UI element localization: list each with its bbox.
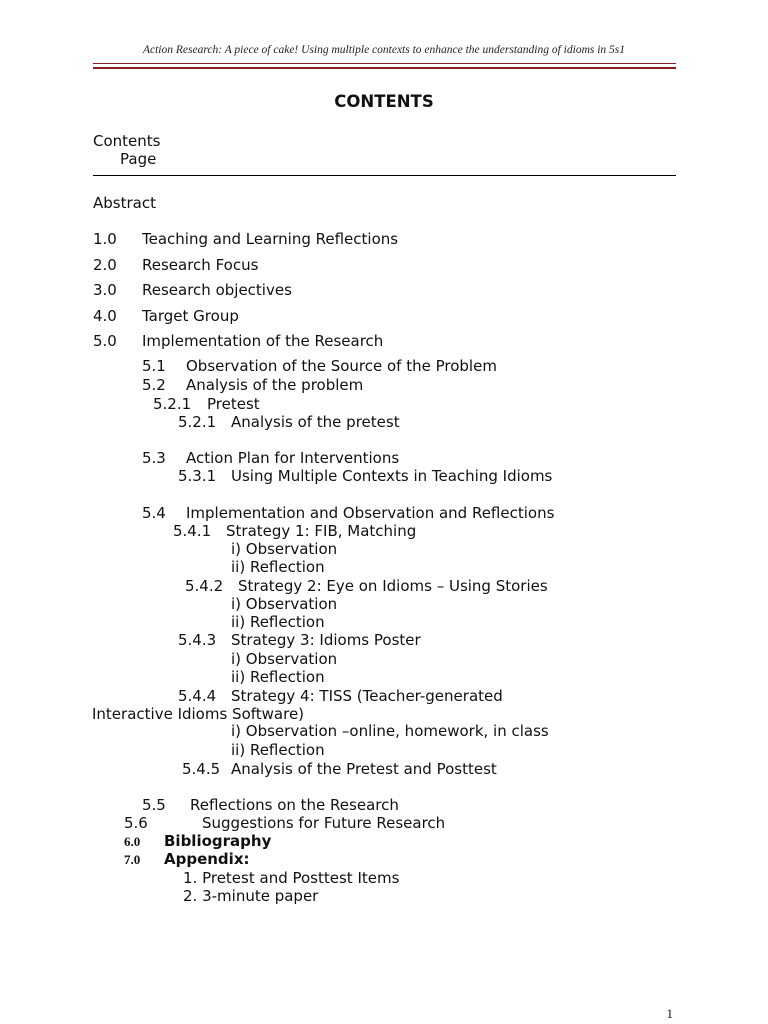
toc-section-4 [93,307,239,325]
toc-section-2 [93,256,258,274]
subsection-number: 5.6 [124,814,148,832]
toc-appendix [124,850,250,868]
toc-item-5-4-1-reflection: ii) Reflection [231,558,325,576]
item-number: 5.4.3 [178,631,217,649]
toc-item-5-4-3 [178,631,421,649]
subsection-label: Suggestions for Future Research [202,814,446,832]
toc-item-5-4-4-observation: i) Observation –online, homework, in class [231,722,549,740]
toc-subsection-5-6 [124,814,445,832]
toc-subsection-5-2 [142,376,363,394]
appendix-item-2: 2. 3-minute paper [183,887,319,905]
section-label: Target Group [142,307,239,325]
page-number: 1 [666,1006,673,1021]
item-label: Analysis of the pretest [231,413,400,431]
toc-item-5-4-3-observation: i) Observation [231,650,338,668]
toc-item-5-4-2 [185,577,548,595]
item-number: 5.4.2 [185,577,224,595]
contents-divider [93,175,676,176]
toc-item-5-4-5 [182,760,497,778]
item-number: 5.4.1 [173,522,212,540]
section-number: 1.0 [93,230,117,248]
item-number: 5.2.1 [153,395,192,413]
toc-section-5 [93,332,383,350]
subsection-number: 5.1 [142,357,166,375]
item-label: Pretest [207,395,260,413]
toc-subsection-5-3 [142,449,399,467]
section-label: Research objectives [142,281,292,299]
toc-item-5-4-4 [178,687,503,705]
toc-item-5-2-1-analysis [178,413,400,431]
subsection-label: Implementation and Observation and Reflections [186,504,555,522]
section-number: 3.0 [93,281,117,299]
toc-item-5-4-3-reflection: ii) Reflection [231,668,325,686]
section-label: Teaching and Learning Reflections [142,230,399,248]
item-number: 5.2.1 [178,413,217,431]
toc-item-5-3-1 [178,467,552,485]
subsection-label: Observation of the Source of the Problem [186,357,497,375]
toc-item-5-4-4-reflection: ii) Reflection [231,741,325,759]
toc-subsection-5-1 [142,357,497,375]
appendix-item-1: 1. Pretest and Posttest Items [183,869,400,887]
toc-subsection-5-5 [142,796,399,814]
toc-subsection-5-4 [142,504,554,522]
toc-item-5-4-2-reflection: ii) Reflection [231,613,325,631]
subsection-number: 5.3 [142,449,166,467]
running-header: Action Research: A piece of cake! Using multiple contexts to enhance the understanding of idioms in 5s1 [142,44,626,56]
section-number: 5.0 [93,332,117,350]
item-label: Strategy 3: Idioms Poster [231,631,421,649]
section-label: Implementation of the Research [142,332,384,350]
subsection-label: Action Plan for Interventions [186,449,400,467]
item-label: Analysis of the Pretest and Posttest [231,760,497,778]
item-number: 7.0 [124,852,141,867]
toc-section-3 [93,281,292,299]
item-label: Using Multiple Contexts in Teaching Idioms [231,467,553,485]
header-rule-thick [93,67,676,69]
toc-item-5-4-1 [173,522,416,540]
toc-bibliography [124,832,271,850]
item-number: 5.4.5 [182,760,221,778]
item-number: 6.0 [124,834,141,849]
subsection-number: 5.4 [142,504,166,522]
toc-item-5-4-4-continuation: Interactive Idioms Software) [92,705,305,723]
toc-section-1 [93,230,398,248]
subsection-number: 5.2 [142,376,166,394]
item-number: 5.3.1 [178,467,217,485]
item-label: Strategy 1: FIB, Matching [226,522,417,540]
toc-item-5-4-1-observation: i) Observation [231,540,338,558]
section-number: 4.0 [93,307,117,325]
item-number: 5.4.4 [178,687,217,705]
page-title: CONTENTS [334,92,434,111]
subsection-label: Analysis of the problem [186,376,364,394]
toc-item-5-4-2-observation: i) Observation [231,595,338,613]
subsection-label: Reflections on the Research [190,796,399,814]
section-number: 2.0 [93,256,117,274]
subsection-number: 5.5 [142,796,166,814]
item-label: Appendix: [164,850,250,868]
item-label: Strategy 4: TISS (Teacher-generated [231,687,503,705]
section-label: Research Focus [142,256,259,274]
item-label: Bibliography [164,832,272,850]
header-rule-thin [93,63,676,64]
toc-abstract: Abstract [93,194,156,212]
column-header-page: Page [120,150,157,168]
item-label: Strategy 2: Eye on Idioms – Using Stories [238,577,548,595]
column-header-contents: Contents [93,132,161,150]
toc-item-5-2-1-pretest [153,395,260,413]
